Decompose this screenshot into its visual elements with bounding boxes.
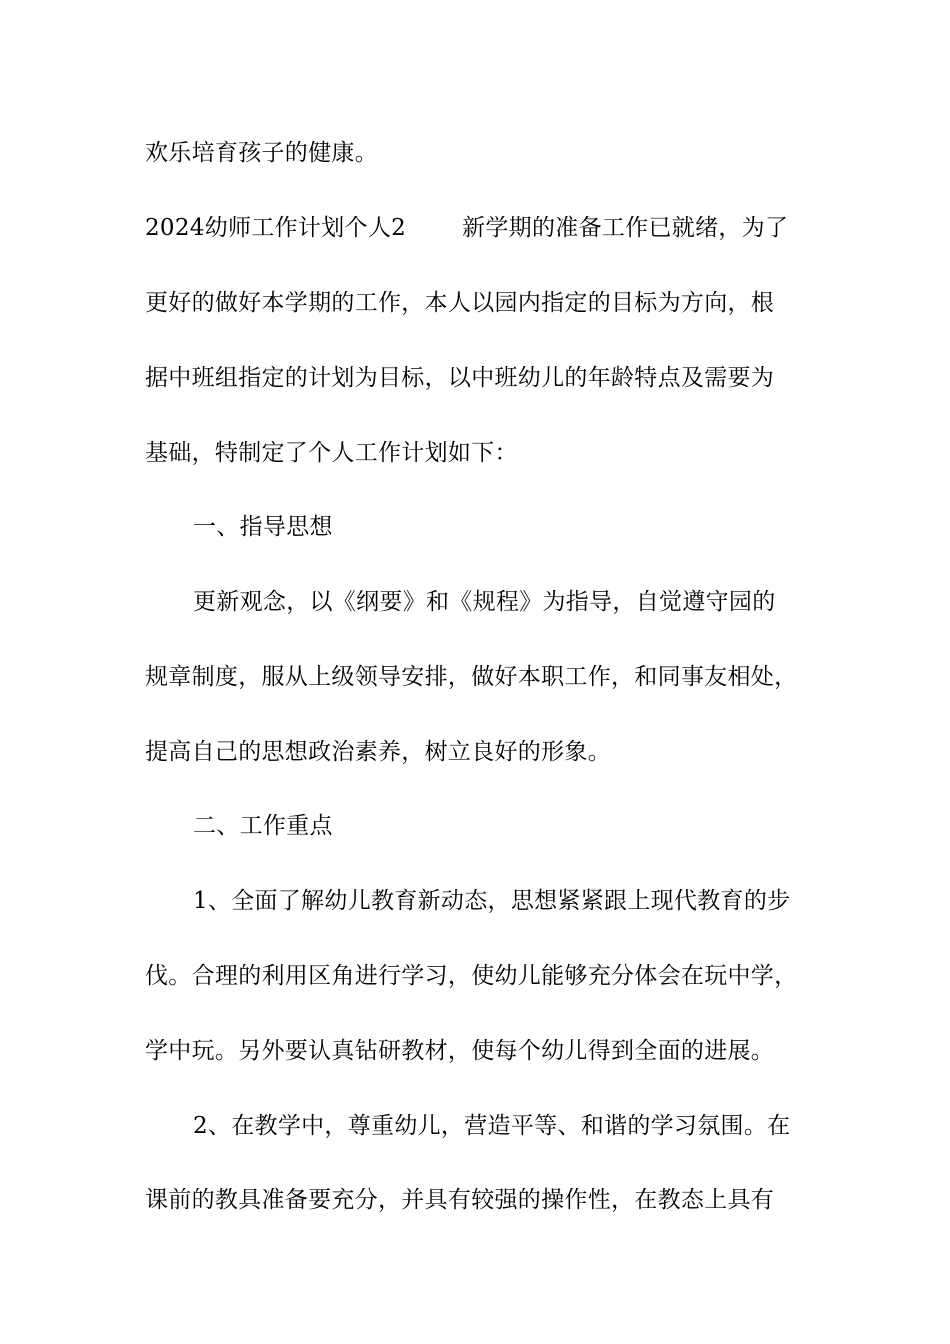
text-line-15: 课前的教具准备要充分，并具有较强的操作性，在教态上具有 — [145, 1187, 775, 1213]
paragraph-start: 新学期的准备工作已就绪，为了 — [462, 215, 789, 241]
text-line-4: 据中班组指定的计划为目标，以中班幼儿的年龄特点及需要为 — [145, 365, 775, 391]
text-line-8: 规章制度，服从上级领导安排，做好本职工作，和同事友相处， — [145, 664, 798, 690]
section-title: 2024幼师工作计划个人2 — [145, 215, 407, 241]
text-line-9: 提高自己的思想政治素养，树立良好的形象。 — [145, 739, 611, 765]
text-line-13: 学中玩。另外要认真钻研教材，使每个幼儿得到全面的进展。 — [145, 1038, 775, 1064]
text-line-1: 欢乐培育孩子的健康。 — [145, 140, 378, 166]
text-line-7: 更新观念，以《纲要》和《规程》为指导，自觉遵守园的 — [193, 589, 776, 615]
text-line-11: 1、全面了解幼儿教育新动态，思想紧紧跟上现代教育的步 — [193, 888, 791, 914]
text-line-14: 2、在教学中，尊重幼儿，营造平等、和谐的学习氛围。在 — [193, 1113, 791, 1139]
text-line-3: 更好的做好本学期的工作，本人以园内指定的目标为方向，根 — [145, 290, 775, 316]
text-line-12: 伐。合理的利用区角进行学习，使幼儿能够充分体会在玩中学， — [145, 963, 798, 989]
heading-work-focus: 二、工作重点 — [193, 813, 333, 839]
text-line-5: 基础，特制定了个人工作计划如下： — [145, 440, 518, 466]
heading-guiding-thought: 一、指导思想 — [193, 514, 333, 540]
text-line-2 — [145, 213, 788, 243]
